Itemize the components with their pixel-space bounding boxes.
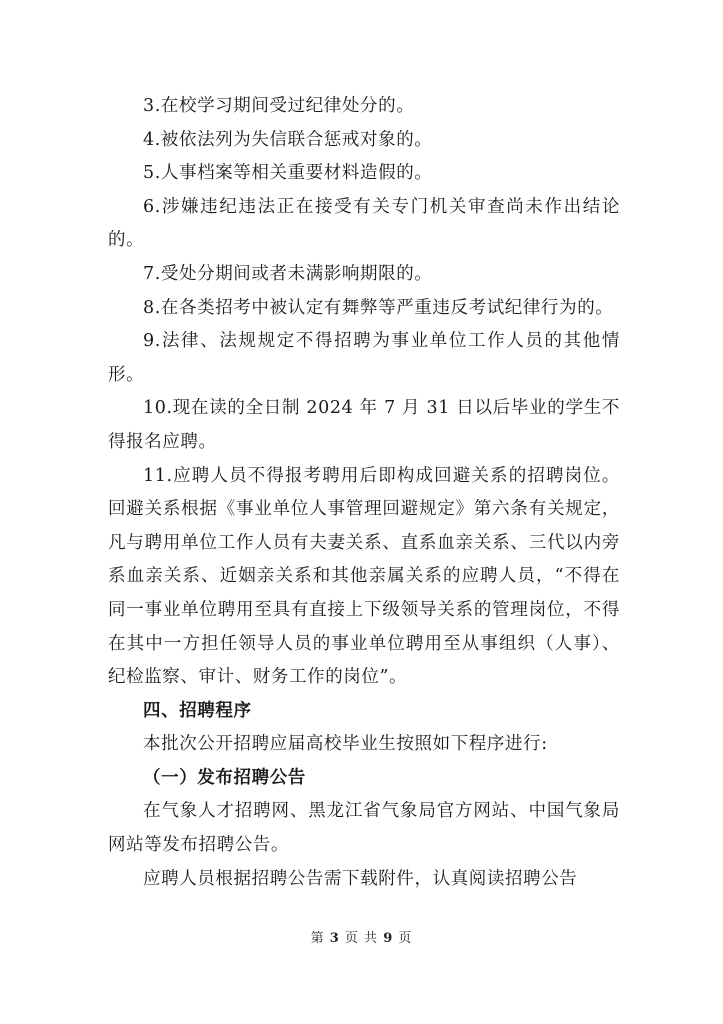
footer-current-page: 3 — [329, 931, 340, 946]
footer-middle: 页 共 — [344, 931, 379, 946]
body-paragraph-continued: 应聘人员根据招聘公告需下载附件，认真阅读招聘公告 — [143, 868, 578, 889]
document-body — [108, 90, 620, 896]
section-intro-paragraph: 本批次公开招聘应届高校毕业生按照如下程序进行: — [143, 734, 548, 755]
section-heading-recruitment-procedure: 四、招聘程序 — [143, 700, 252, 721]
subsection-heading-publish-notice: （一）发布招聘公告 — [143, 767, 306, 788]
footer-prefix: 第 — [310, 931, 325, 946]
list-item-10: 10.现在读的全日制 2024 年 7 月 31 日以后毕业的学生不得报名应聘。 — [108, 398, 620, 452]
footer-total-pages: 9 — [383, 931, 394, 946]
page-footer — [0, 927, 723, 946]
list-item-3: 3.在校学习期间受过纪律处分的。 — [143, 96, 415, 116]
list-item-4: 4.被依法列为失信联合惩戒对象的。 — [143, 129, 433, 150]
list-item-9: 9.法律、法规规定不得招聘为事业单位工作人员的其他情形。 — [108, 331, 620, 385]
list-item-5: 5.人事档案等相关重要材料造假的。 — [143, 163, 433, 184]
list-item-11: 11.应聘人员不得报考聘用后即构成回避关系的招聘岗位。回避关系根据《事业单位人事管理回避规定》第六条有关规定，凡与聘用单位工作人员有夫妻关系、直系血亲关系、三代以内旁系血亲关系、近姻亲关系和其他亲属关系的应聘人员，“不得在同一事业单位聘用至具有直接上下级领导关系的管理岗位，不得在其中一方担任领导人员的事业单位聘用至从事组织（人事）、纪检监察、审计、财务工作的岗位”。 — [108, 465, 620, 688]
list-item-8: 8.在各类招考中被认定有舞弊等严重违反考试纪律行为的。 — [143, 297, 614, 318]
body-paragraph: 在气象人才招聘网、黑龙江省气象局官方网站、中国气象局网站等发布招聘公告。 — [108, 801, 620, 856]
footer-suffix: 页 — [398, 931, 413, 946]
list-item-6: 6.涉嫌违纪违法正在接受有关专门机关审查尚未作出结论的。 — [108, 196, 620, 251]
list-item-7: 7.受处分期间或者未满影响期限的。 — [143, 263, 433, 284]
